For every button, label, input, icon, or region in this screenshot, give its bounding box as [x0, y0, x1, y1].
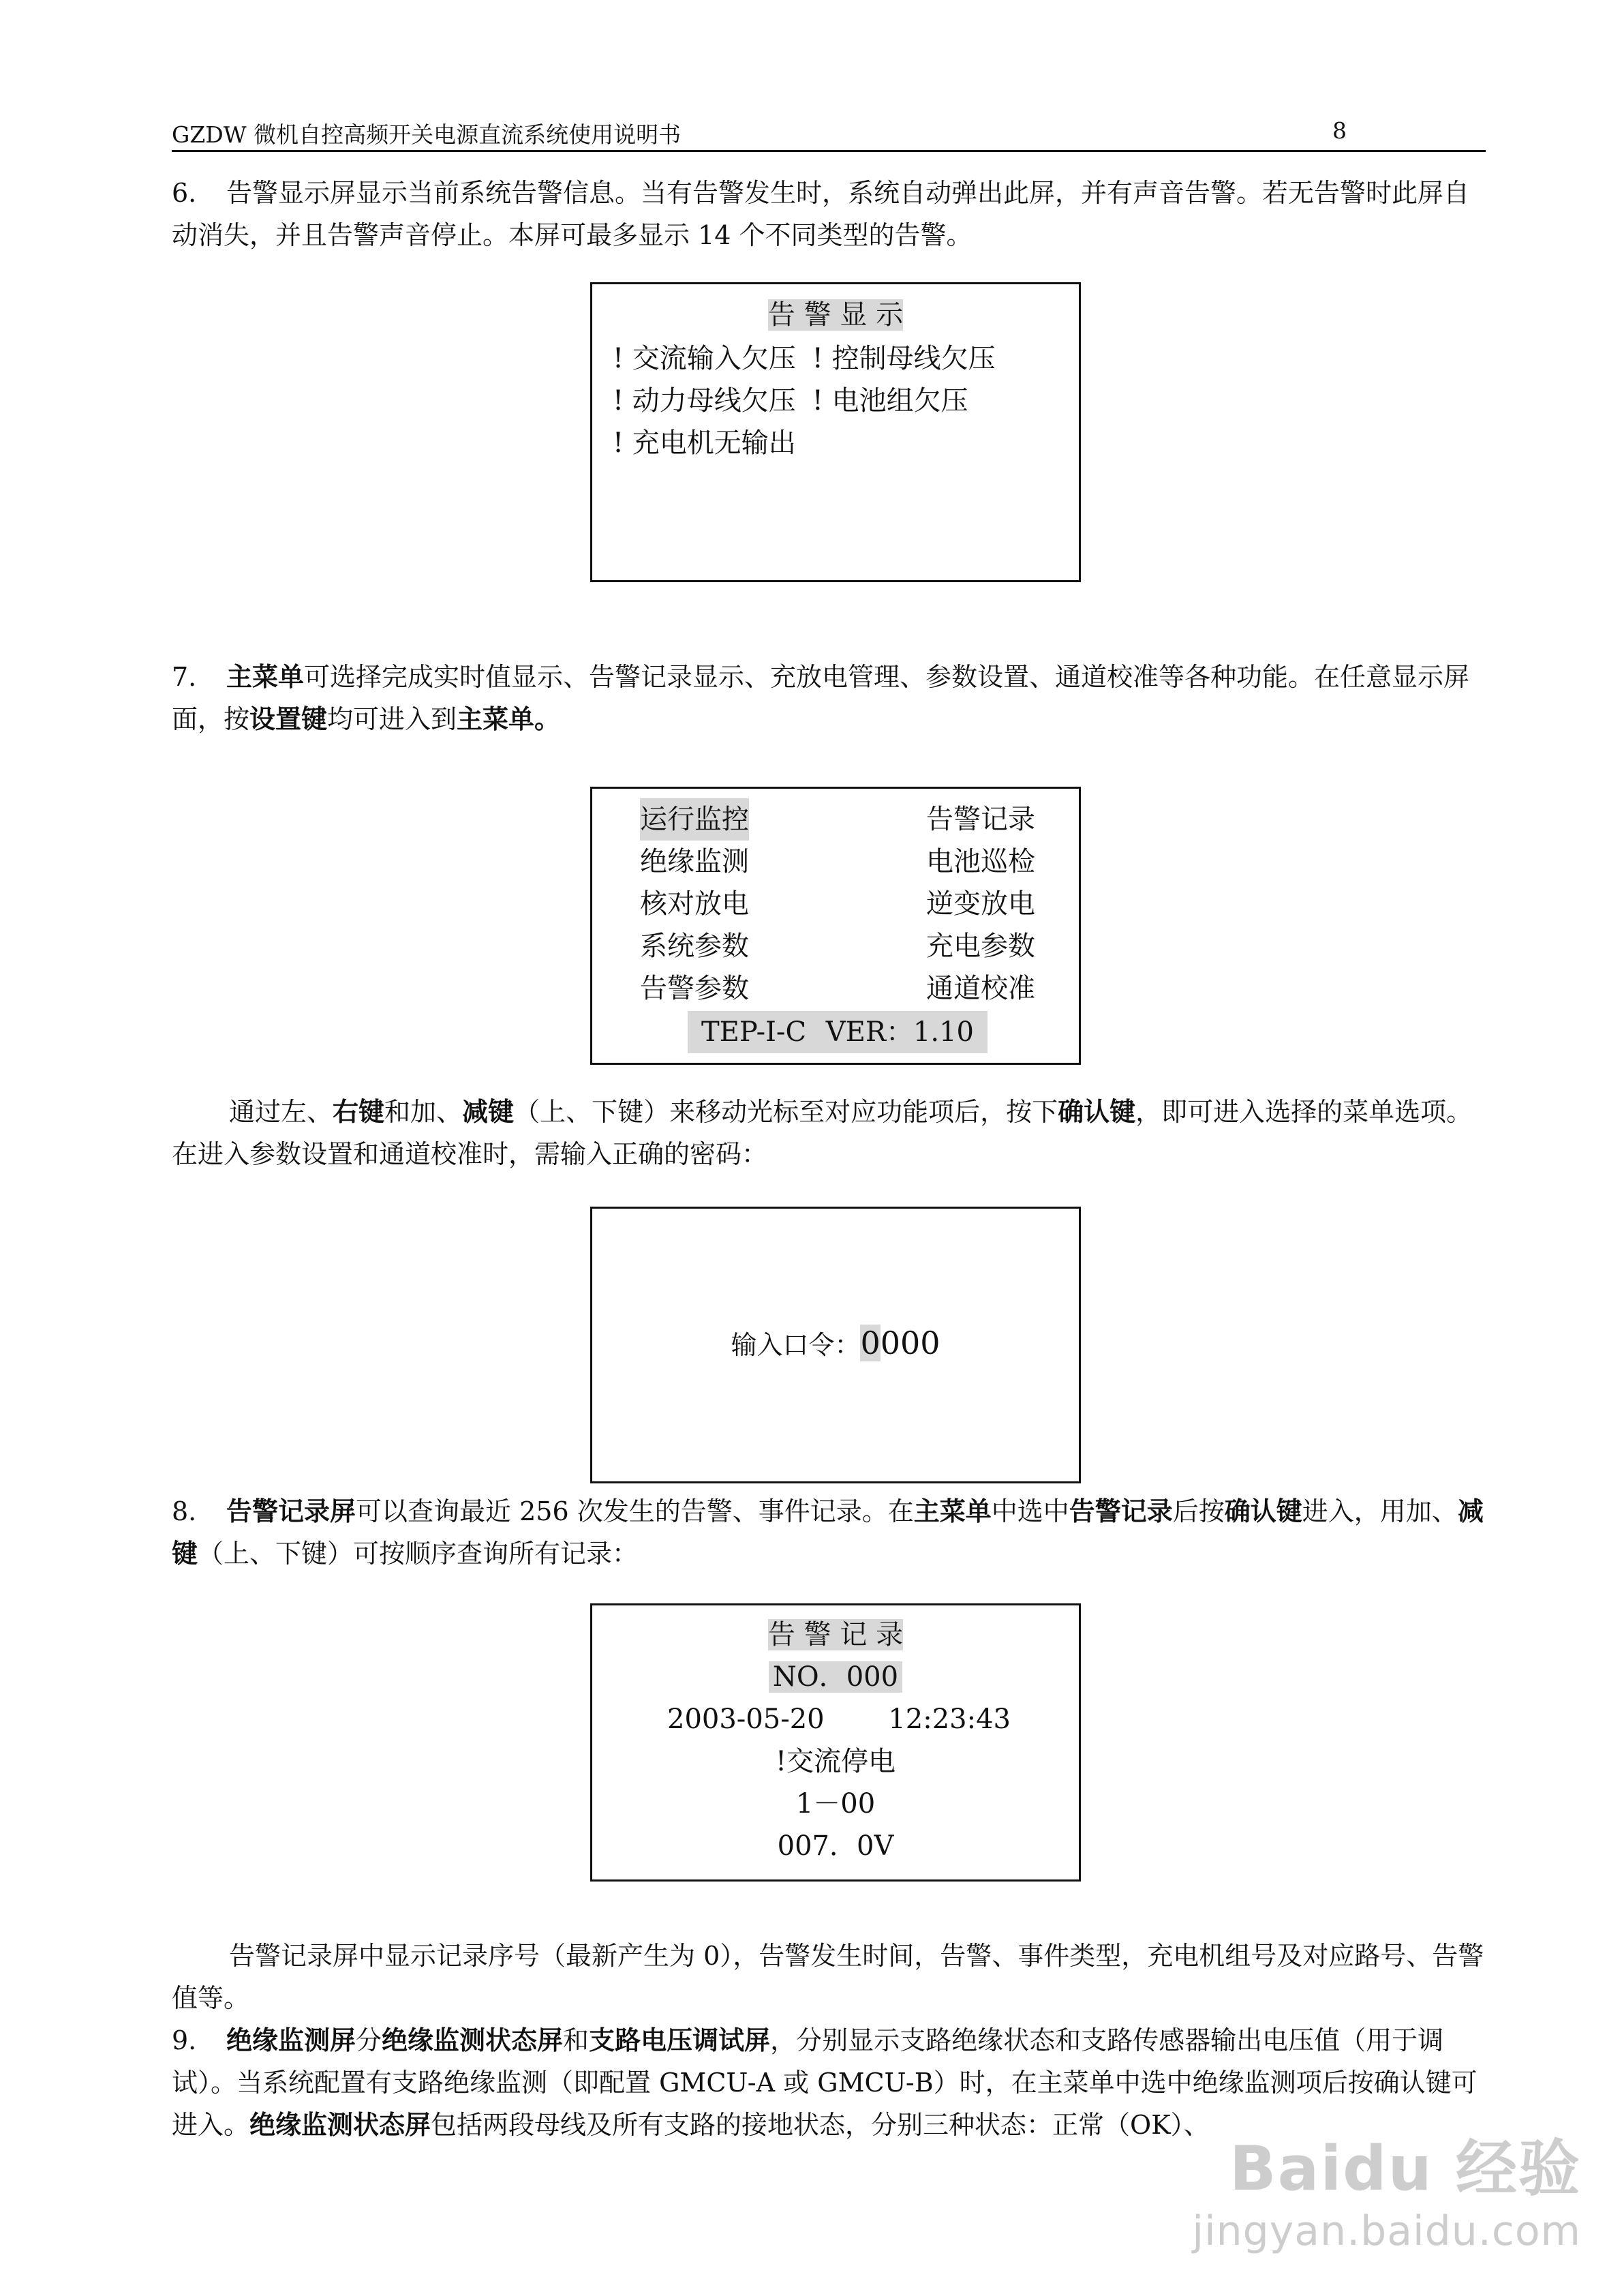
- menu-item-charge-params[interactable]: 充电参数: [926, 931, 1035, 962]
- section-text: 可选择完成实时值显示、告警记录显示、充放电管理、参数设置、通道校准等各种功能。在任意显示屏面，按: [172, 662, 1470, 734]
- menu-item-system-params[interactable]: 系统参数: [640, 931, 749, 962]
- screen-title: 告 警 记 录: [767, 1619, 904, 1650]
- para-text: 中选中: [991, 1496, 1069, 1526]
- section-6-paragraph: [172, 172, 1486, 256]
- para-text: 分: [356, 2025, 382, 2055]
- record-explanation-paragraph: 告警记录屏中显示记录序号（最新产生为 0），告警发生时间，告警、事件类型，充电机组号及对应路号、告警值等。: [172, 1941, 1484, 2013]
- section-number: 6.: [172, 178, 197, 208]
- menu-item-alarm-params[interactable]: 告警参数: [640, 973, 749, 1004]
- alarm-list: [613, 337, 996, 464]
- password-cursor-digit[interactable]: 0: [860, 1325, 881, 1361]
- para-text: 和: [563, 2025, 590, 2055]
- record-event: !交流停电: [775, 1746, 896, 1777]
- menu-grid: [640, 798, 1035, 1010]
- document-title: GZDW 微机自控高频开关电源直流系统使用说明书: [172, 121, 682, 148]
- section-8-paragraph: [172, 1490, 1486, 1575]
- para-text: 包括两段母线及所有支路的接地状态，分别三种状态：正常（OK）、: [431, 2110, 1210, 2140]
- password-digits[interactable]: 000: [880, 1325, 940, 1361]
- section-number: 7.: [172, 662, 197, 692]
- section-text: 均可进入到: [327, 704, 457, 734]
- alarm-item: ! 交流输入欠压: [613, 343, 796, 374]
- menu-item-run-monitor[interactable]: 运行监控: [640, 798, 749, 841]
- bold-term: 确认键: [1058, 1096, 1136, 1127]
- menu-item-check-discharge[interactable]: 核对放电: [640, 888, 749, 920]
- watermark-url: jingyan.baidu.com: [1192, 2207, 1581, 2255]
- alarm-item: ! 电池组欠压: [812, 385, 968, 417]
- section-number: 9.: [172, 2025, 197, 2055]
- baidu-watermark: [1192, 2119, 1581, 2255]
- bold-term: 确认键: [1224, 1496, 1302, 1526]
- para-text: 进入，用加、: [1302, 1496, 1458, 1526]
- record-number: NO．000: [769, 1661, 902, 1693]
- section-number: 8.: [172, 1496, 197, 1526]
- page-number: 8: [1332, 117, 1347, 144]
- bold-term: 设置键: [249, 704, 328, 734]
- menu-item-channel-calibrate[interactable]: 通道校准: [926, 973, 1035, 1004]
- bold-term: 减键: [172, 1496, 1484, 1569]
- version-bar: [688, 1011, 988, 1053]
- password-label: 输入口令：: [731, 1330, 861, 1360]
- version-label: VER：1.10: [825, 1016, 974, 1048]
- section-7-paragraph: [172, 656, 1486, 740]
- navigation-paragraph: [172, 1091, 1486, 1175]
- alarm-record-screen: [590, 1603, 1081, 1882]
- para-text: ，即可进入选择的菜单选项。在进入参数设置和通道校准时，需输入正确的密码：: [172, 1097, 1473, 1169]
- bold-term: 主菜单: [913, 1496, 992, 1526]
- bold-term: 绝缘监测状态屏: [249, 2109, 431, 2140]
- para-text: ，分别显示支路绝缘状态和支路传感器输出电压值（用于调试）。当系统配置有支路绝缘监测（即配置 GMCU-A 或 GMCU-B）时，在主菜单中选中绝缘监测项后按确认键可进入。: [172, 2025, 1478, 2140]
- record-group: 1－00: [795, 1788, 876, 1819]
- model-label: TEP-I-C: [701, 1016, 807, 1048]
- bold-term: 右键: [333, 1096, 385, 1127]
- bold-term: 主菜单。: [457, 704, 561, 734]
- menu-item-inverter-discharge[interactable]: 逆变放电: [926, 888, 1035, 920]
- para-text: 后按: [1172, 1496, 1225, 1526]
- alarm-item: ! 动力母线欠压: [613, 385, 796, 417]
- record-date: 2003-05-20: [667, 1704, 825, 1735]
- bold-term: 支路电压调试屏: [589, 2025, 771, 2055]
- alarm-item: ! 充电机无输出: [613, 427, 796, 459]
- page-header: [172, 117, 1486, 152]
- password-row: [592, 1322, 1079, 1366]
- menu-item-battery-inspect[interactable]: 电池巡检: [926, 846, 1035, 877]
- para-text: 可以查询最近 256 次发生的告警、事件记录。在: [356, 1496, 914, 1526]
- record-time: 12:23:43: [888, 1704, 1011, 1735]
- bold-term: 主菜单: [226, 661, 305, 692]
- bold-term: 绝缘监测状态屏: [382, 2025, 564, 2055]
- record-value: 007．0V: [777, 1830, 894, 1862]
- para-text: 通过左、: [229, 1097, 333, 1127]
- watermark-logo: Baidu 经验: [1229, 2133, 1581, 2205]
- para-text: 和加、: [384, 1097, 463, 1127]
- alarm-item: ! 控制母线欠压: [812, 343, 996, 374]
- para-text: （上、下键）可按顺序查询所有记录：: [198, 1539, 639, 1569]
- main-menu-screen: [590, 787, 1081, 1065]
- bold-term: 减键: [462, 1096, 515, 1127]
- menu-item-insulation[interactable]: 绝缘监测: [640, 846, 749, 877]
- alarm-display-screen: [590, 282, 1081, 582]
- bold-term: 告警记录: [1069, 1496, 1173, 1526]
- section-text: 告警显示屏显示当前系统告警信息。当有告警发生时，系统自动弹出此屏，并有声音告警。若无告警时此屏自动消失，并且告警声音停止。本屏可最多显示 14 个不同类型的告警。: [172, 178, 1470, 250]
- record-datetime: [592, 1698, 1079, 1740]
- bold-term: 绝缘监测屏: [226, 2025, 356, 2055]
- screen-title: 告 警 显 示: [767, 299, 904, 331]
- menu-item-alarm-record[interactable]: 告警记录: [926, 804, 1035, 835]
- bold-term: 告警记录屏: [226, 1496, 356, 1526]
- password-screen: [590, 1207, 1081, 1483]
- para-text: （上、下键）来移动光标至对应功能项后，按下: [514, 1097, 1058, 1127]
